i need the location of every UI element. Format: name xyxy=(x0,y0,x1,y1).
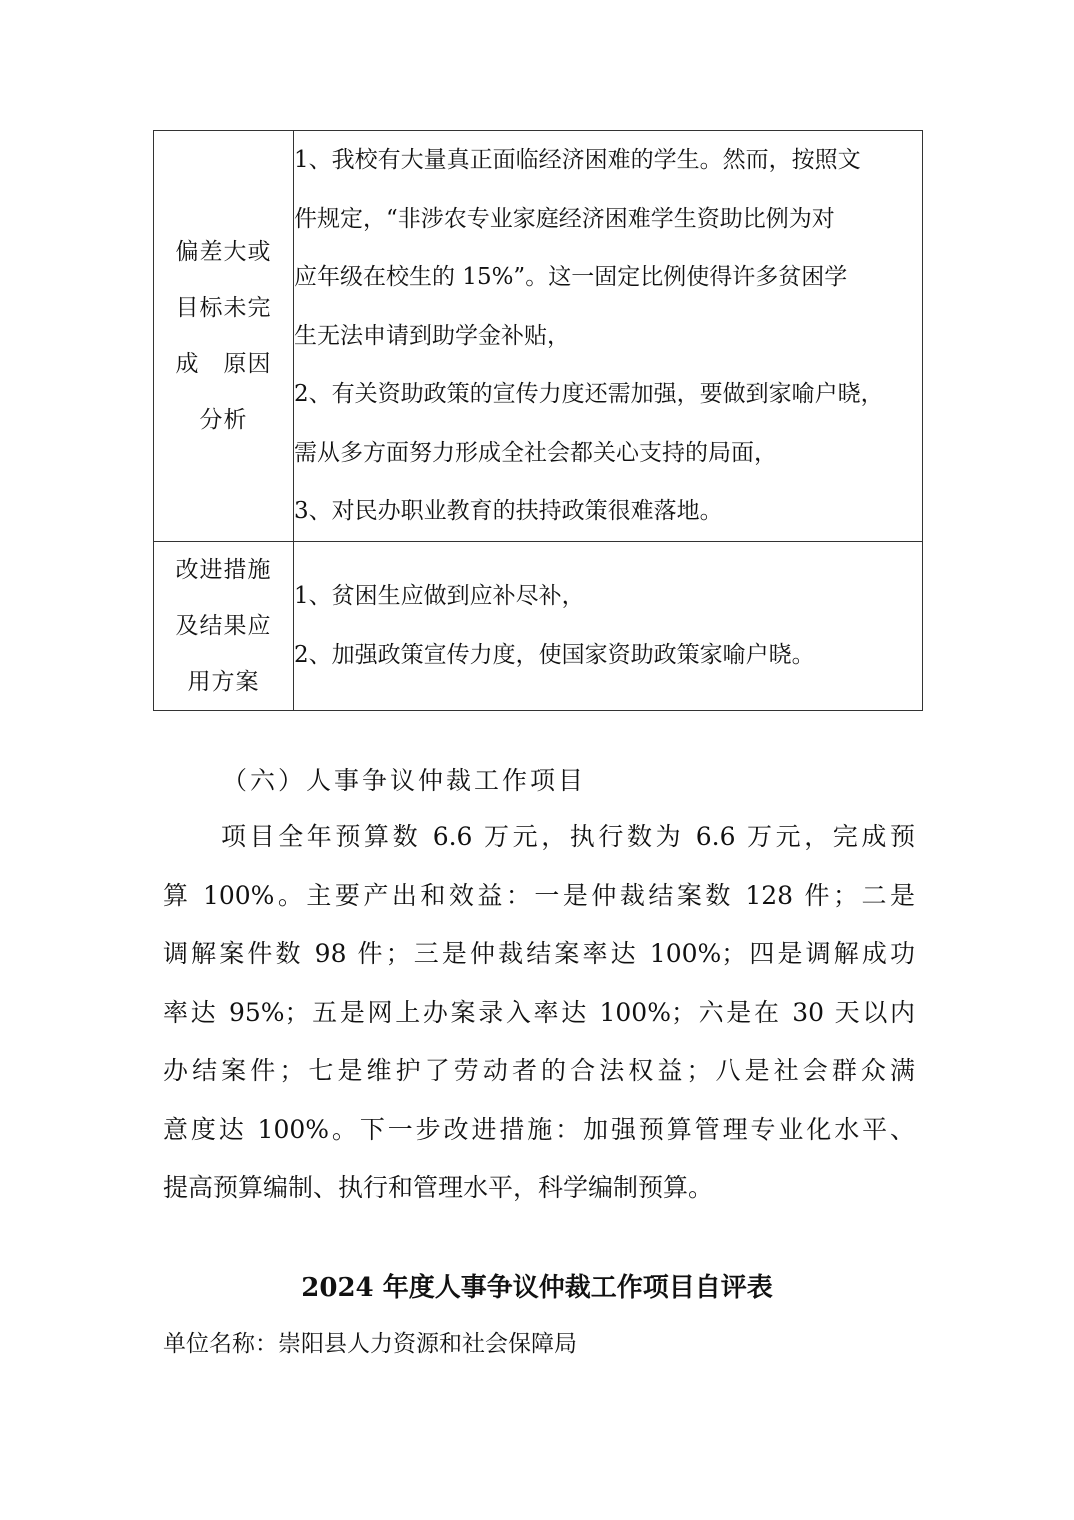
content-line: 2、加强政策宣传力度，使国家资助政策家喻户晓。 xyxy=(294,641,815,668)
paragraph-line: 意度达 100%。下一步改进措施：加强预算管理专业化水平、 xyxy=(163,1114,915,1144)
row-label-line: 分析 xyxy=(199,406,248,433)
row-label-line: 偏差大或 xyxy=(175,238,272,265)
content-line: 3、对民办职业教育的扶持政策很难落地。 xyxy=(294,498,723,524)
row-label-line: 目标未完 xyxy=(175,294,272,321)
content-line: 生无法申请到助学金补贴， xyxy=(294,322,570,349)
content-line: 1、我校有大量真正面临经济困难的学生。然而，按照文 xyxy=(294,147,861,173)
row-label-line: 成 原因 xyxy=(175,350,272,377)
paragraph-line: 调解案件数 98 件；三是仲裁结案率达 100%；四是调解成功 xyxy=(163,939,915,968)
row-label-line: 及结果应 xyxy=(175,612,272,639)
section-paragraph xyxy=(163,808,915,1218)
evaluation-table xyxy=(153,130,923,711)
content-line: 应年级在校生的 15%”。这一固定比例使得许多贫困学 xyxy=(294,264,848,290)
row-label-line: 用方案 xyxy=(187,668,260,695)
paragraph-line: 率达 95%；五是网上办案录入率达 100%；六是在 30 天以内 xyxy=(163,997,915,1027)
paragraph-line: 项目全年预算数 6.6 万元，执行数为 6.6 万元，完成预 xyxy=(221,822,915,851)
table-row-improvement-plan xyxy=(154,541,923,710)
next-table-title: 2024 年度人事争议仲裁工作项目自评表 xyxy=(301,1273,773,1303)
content-line: 件规定，“非涉农专业家庭经济困难学生资助比例为对 xyxy=(294,205,835,232)
unit-name-line: 单位名称：崇阳县人力资源和社会保障局 xyxy=(163,1331,577,1357)
paragraph-line: 提高预算编制、执行和管理水平，科学编制预算。 xyxy=(163,1173,714,1202)
paragraph-line: 办结案件；七是维护了劳动者的合法权益；八是社会群众满 xyxy=(163,1056,915,1085)
content-line: 1、贫困生应做到应补尽补， xyxy=(294,583,585,609)
row-label-cell xyxy=(154,541,294,710)
table-row-deviation-analysis xyxy=(154,131,923,542)
row-content-cell xyxy=(294,541,923,710)
row-label-cell xyxy=(154,131,294,542)
paragraph-line: 算 100%。主要产出和效益：一是仲裁结案数 128 件；二是 xyxy=(163,880,915,910)
row-content-cell xyxy=(294,131,923,542)
content-line: 需从多方面努力形成全社会都关心支持的局面， xyxy=(294,439,777,466)
content-line: 2、有关资助政策的宣传力度还需加强，要做到家喻户晓， xyxy=(294,381,884,407)
section-heading: （六）人事争议仲裁工作项目 xyxy=(222,766,587,795)
row-label-line: 改进措施 xyxy=(175,556,272,583)
